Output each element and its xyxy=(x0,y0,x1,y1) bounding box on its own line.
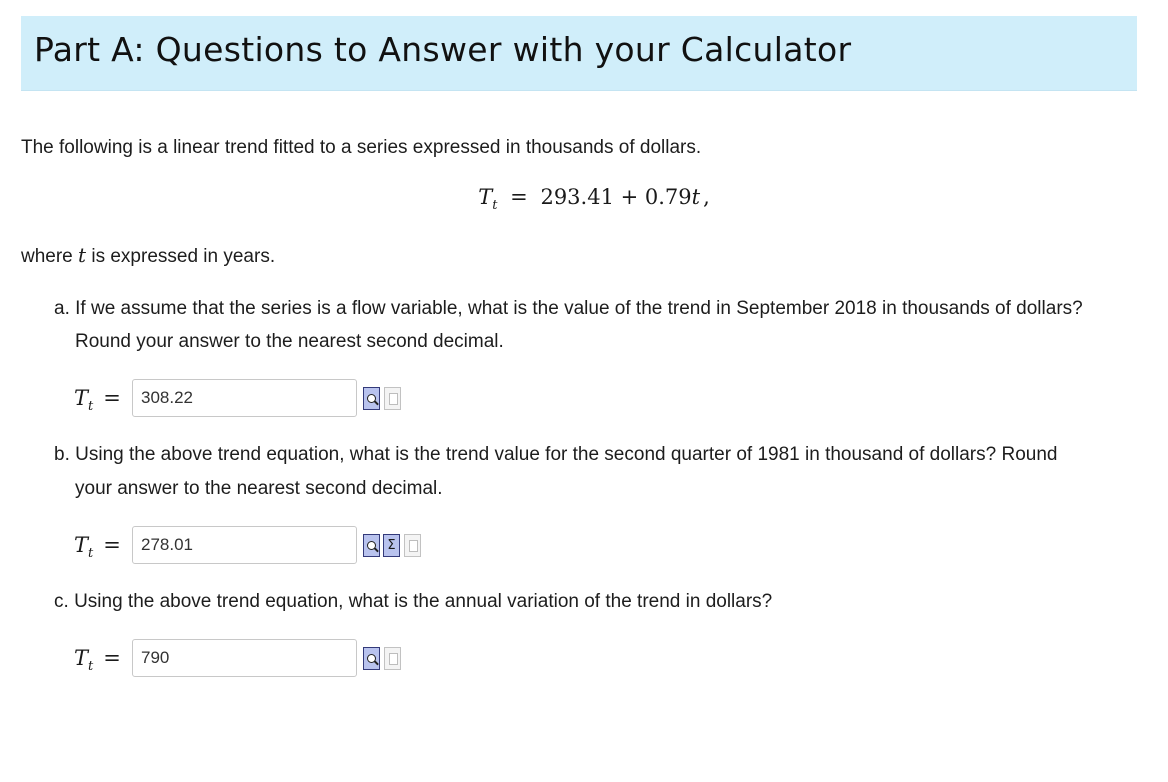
page-title: Part A: Questions to Answer with your Calculator xyxy=(34,30,852,69)
answer-c-sub: t xyxy=(88,659,94,674)
question-a-text: If we assume that the series is a flow variable, what is the value of the trend in September 2018 in thousands of dollars? xyxy=(75,298,1083,319)
answer-c-row xyxy=(74,638,401,678)
answer-b-var: T xyxy=(74,533,89,557)
magnifier-preview-icon[interactable] xyxy=(363,647,380,670)
help-page-icon[interactable] xyxy=(384,387,401,410)
question-b-line1 xyxy=(54,438,1057,472)
question-a-line2: Round your answer to the nearest second decimal. xyxy=(75,331,504,352)
question-b-letter: b. xyxy=(54,444,70,465)
answer-a-label xyxy=(74,386,132,414)
answer-b-equals: = xyxy=(103,533,121,557)
equation-lhs-var: T xyxy=(478,185,493,209)
question-a-letter: a. xyxy=(54,298,70,319)
answer-a-row xyxy=(74,378,401,418)
help-page-icon[interactable] xyxy=(384,647,401,670)
answer-c-input[interactable] xyxy=(132,639,357,677)
equation-lhs-sub: t xyxy=(492,198,498,213)
question-c-letter: c. xyxy=(54,591,69,612)
answer-c-label xyxy=(74,646,132,674)
where-prefix: where xyxy=(21,246,79,267)
trend-equation xyxy=(0,185,1168,213)
answer-b-input[interactable] xyxy=(132,526,357,564)
help-page-icon[interactable] xyxy=(404,534,421,557)
equation-rhs-var: t xyxy=(691,185,701,209)
answer-b-label xyxy=(74,533,132,561)
answer-b-sub: t xyxy=(88,546,94,561)
answer-a-sub: t xyxy=(88,399,94,414)
answer-c-var: T xyxy=(74,646,89,670)
intro-text: The following is a linear trend fitted to a series expressed in thousands of dollars. xyxy=(21,137,702,158)
equation-editor-icon[interactable]: Σ xyxy=(383,534,400,557)
where-var: t xyxy=(78,243,87,267)
equation-trailing: , xyxy=(703,185,710,209)
magnifier-preview-icon[interactable] xyxy=(363,387,380,410)
where-suffix: is expressed in years. xyxy=(86,246,276,267)
equation-equals: = xyxy=(510,185,528,209)
question-c-line1 xyxy=(54,585,772,619)
answer-a-var: T xyxy=(74,386,89,410)
answer-a-equals: = xyxy=(103,386,121,410)
magnifier-preview-icon[interactable] xyxy=(363,534,380,557)
equation-rhs: 293.41 + 0.79 xyxy=(540,185,692,209)
where-text xyxy=(21,238,275,274)
part-header xyxy=(21,16,1137,91)
answer-b-row xyxy=(74,525,421,565)
question-b-line2: your answer to the nearest second decimal. xyxy=(75,478,443,499)
question-c-text: Using the above trend equation, what is the annual variation of the trend in dollars? xyxy=(74,591,773,612)
question-a-line1 xyxy=(54,292,1083,326)
question-b-text: Using the above trend equation, what is the trend value for the second quarter of 1981 in thousand of dollars? Round xyxy=(75,444,1058,465)
answer-c-equals: = xyxy=(103,646,121,670)
answer-a-input[interactable] xyxy=(132,379,357,417)
